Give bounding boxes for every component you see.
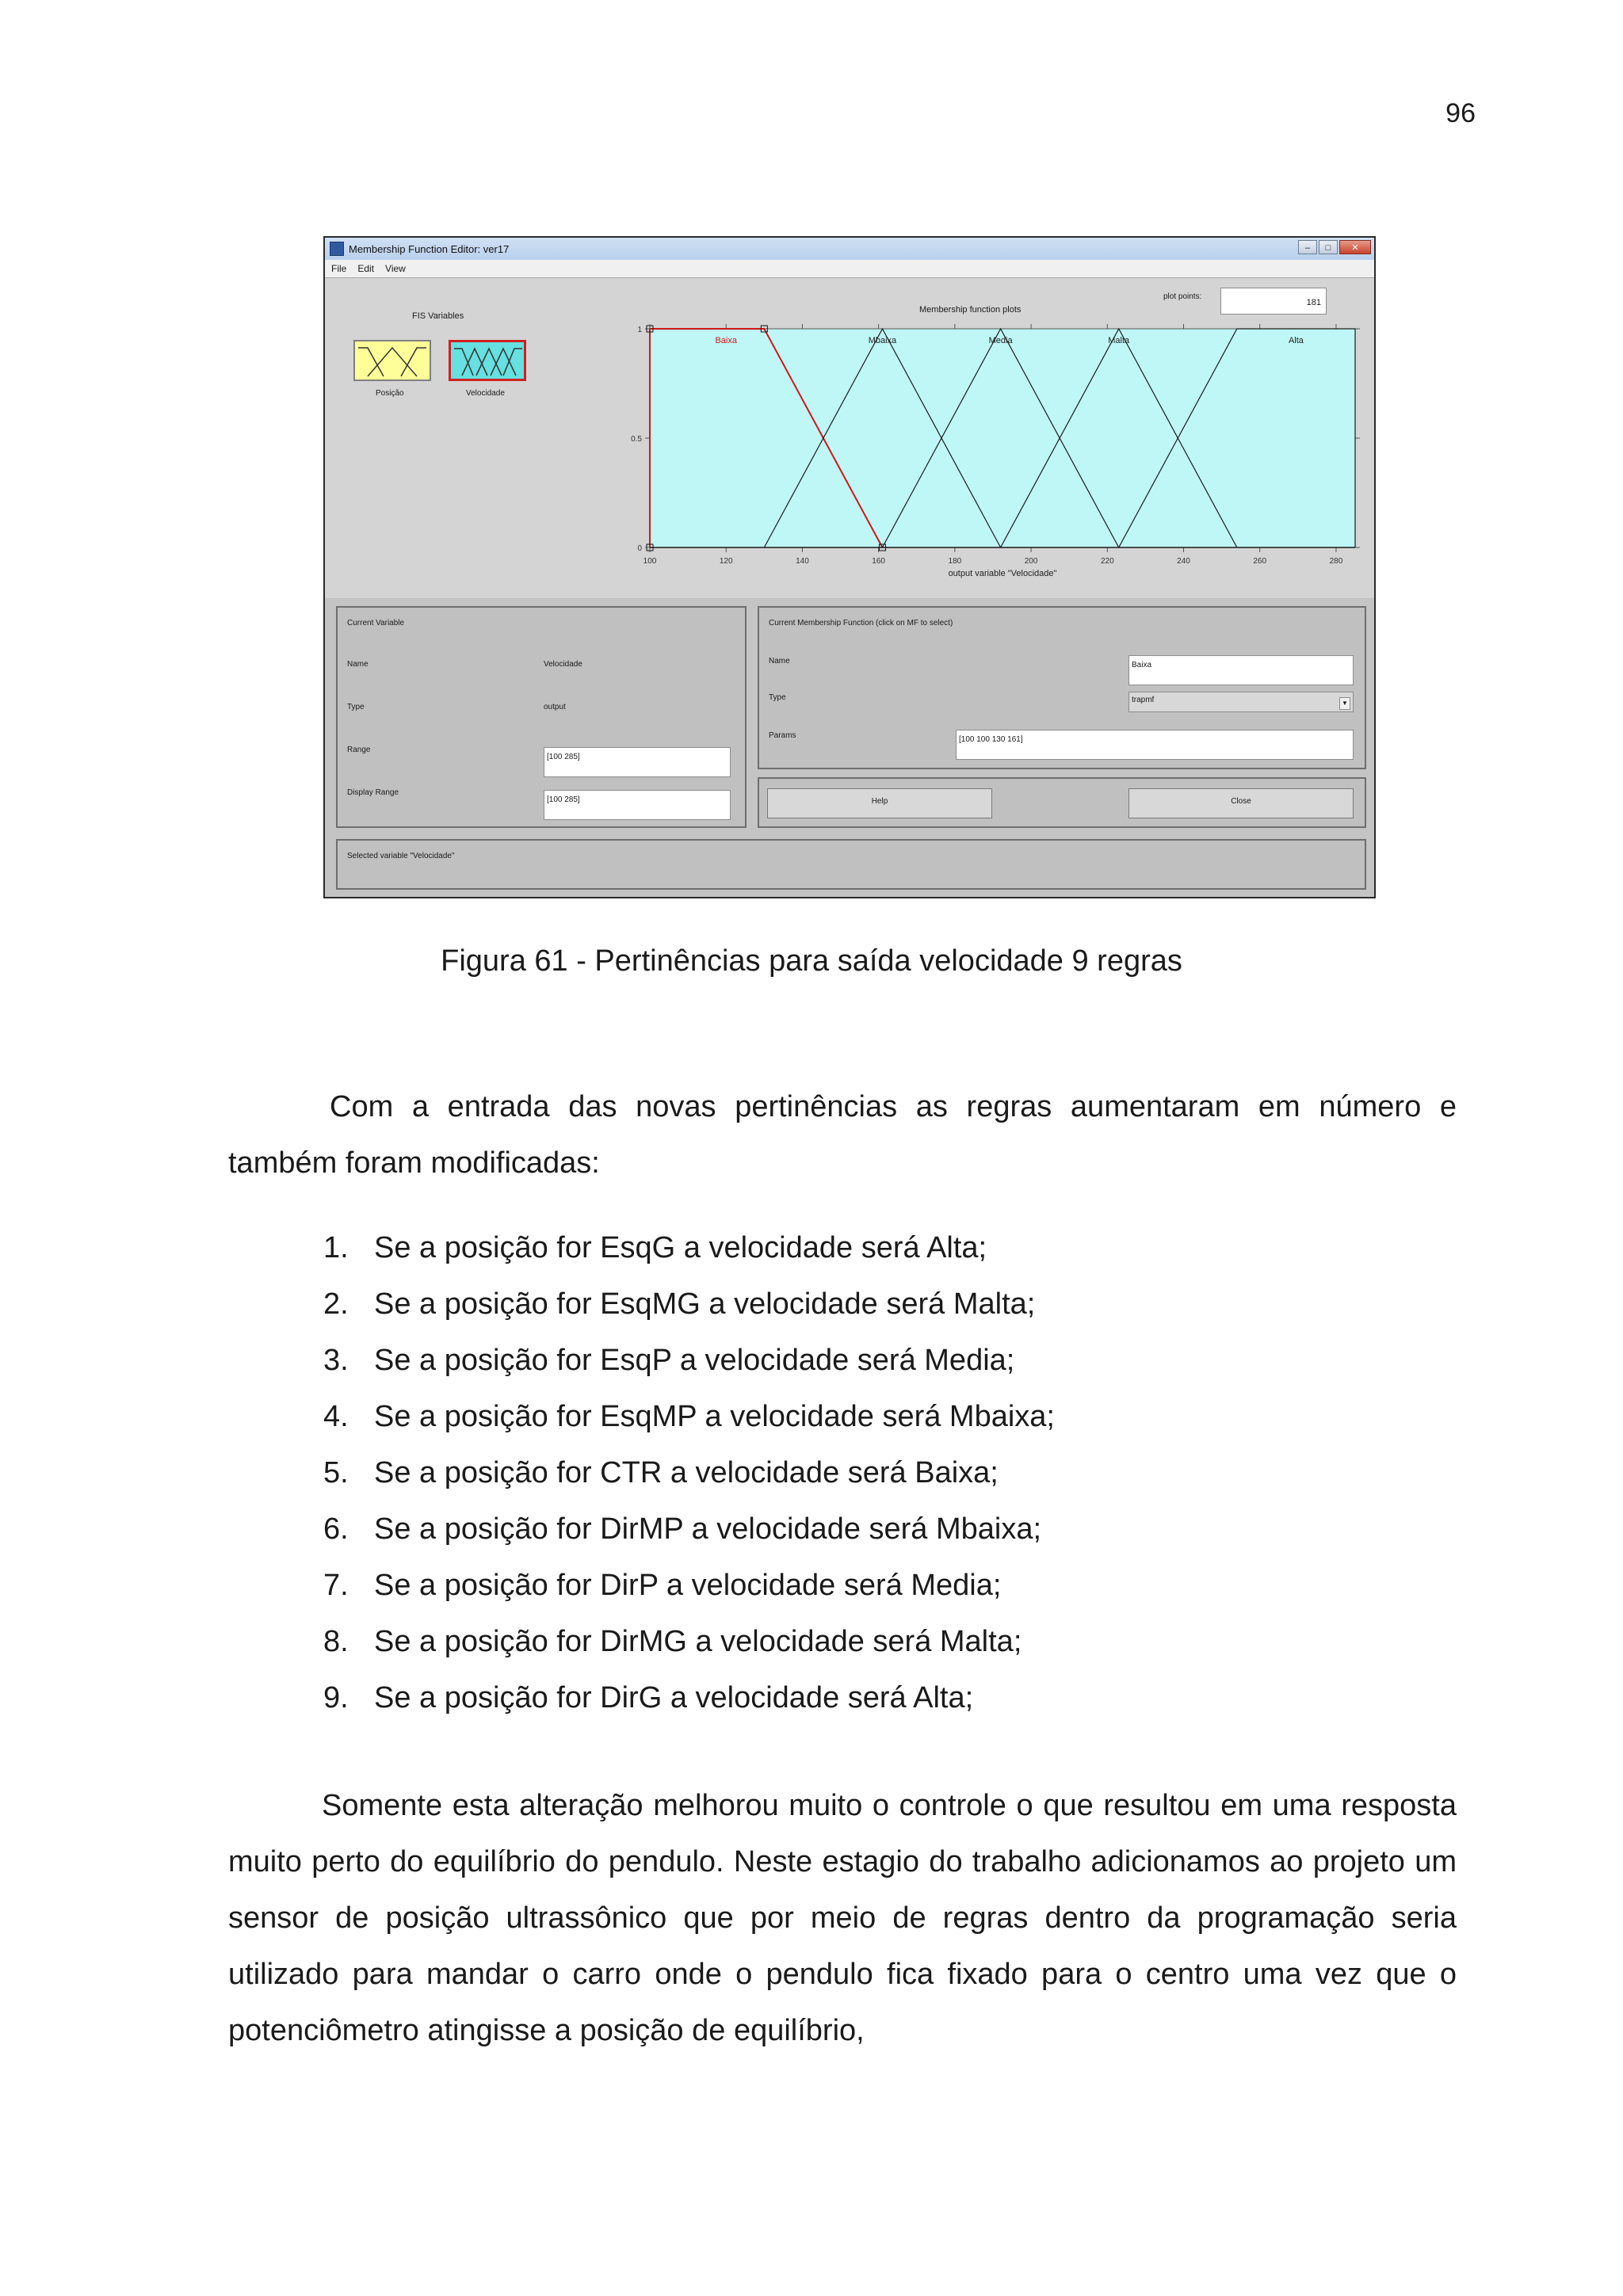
rule-number: 5. — [323, 1456, 349, 1489]
x-tick-label: 160 — [872, 557, 885, 566]
x-tick-label: 200 — [1024, 557, 1038, 566]
rule-number: 7. — [323, 1569, 349, 1602]
input-mf-icon — [355, 341, 430, 379]
rule-number: 3. — [323, 1344, 349, 1377]
close-button[interactable]: Close — [1128, 788, 1354, 818]
current-variable-panel — [336, 606, 747, 828]
rule-item — [323, 1614, 1055, 1670]
x-tick-label: 100 — [643, 557, 657, 566]
plot-points-label: plot points: — [1163, 292, 1202, 301]
rule-text: Se a posição for DirMP a velocidade será Mbaixa; — [374, 1512, 1042, 1546]
x-tick-label: 140 — [796, 557, 809, 566]
plot-points-input[interactable]: 181 — [1220, 288, 1327, 315]
rule-text: Se a posição for CTR a velocidade será Baixa; — [374, 1456, 999, 1489]
rule-text: Se a posição for EsqP a velocidade será Media; — [374, 1344, 1015, 1377]
mf-label: Mbaixa — [868, 336, 897, 345]
maximize-icon[interactable]: □ — [1319, 240, 1338, 254]
variable-type-value: output — [544, 703, 566, 711]
y-tick-label: 0.5 — [631, 435, 642, 444]
status-text: Selected variable "Velocidade" — [347, 852, 455, 860]
x-tick-label: 260 — [1253, 557, 1267, 566]
mf-type-dropdown[interactable] — [1128, 692, 1354, 712]
fis-variables-title: FIS Variables — [412, 311, 464, 321]
rules-list — [323, 1220, 1055, 1726]
current-mf-title: Current Membership Function (click on MF to select) — [769, 619, 953, 627]
mf-type-value: trapmf — [1132, 696, 1155, 704]
range-label: Range — [347, 746, 371, 754]
paragraph-rules-intro — [228, 1079, 1457, 1192]
current-variable-title: Current Variable — [347, 619, 405, 627]
rule-item — [323, 1276, 1055, 1333]
mf-label: Alta — [1288, 336, 1304, 345]
rule-item — [323, 1670, 1055, 1726]
minimize-icon[interactable]: – — [1298, 240, 1317, 254]
params-input[interactable]: [100 100 130 161] — [956, 730, 1354, 760]
membership-function-editor-window — [323, 236, 1376, 898]
rule-item — [323, 1333, 1055, 1389]
close-icon[interactable]: ✕ — [1339, 240, 1371, 254]
rule-item — [323, 1445, 1055, 1501]
variable-name-value: Velocidade — [544, 660, 582, 669]
help-button[interactable]: Help — [767, 788, 992, 818]
status-panel — [336, 839, 1366, 890]
menu-view[interactable]: View — [385, 263, 406, 274]
input-variable-label: Posição — [376, 389, 404, 398]
mf-label: Malta — [1108, 336, 1130, 345]
rule-text: Se a posição for DirG a velocidade será Alta; — [374, 1681, 974, 1714]
mf-label: Baixa — [715, 336, 737, 345]
plot-title: Membership function plots — [919, 305, 1022, 315]
mf-name-input[interactable]: Baixa — [1128, 655, 1354, 685]
output-variable-box[interactable] — [449, 340, 526, 381]
rule-number: 8. — [323, 1625, 349, 1658]
params-label: Params — [769, 731, 796, 740]
plot-area — [650, 329, 1355, 547]
membership-function-plot[interactable] — [610, 321, 1371, 590]
rule-number: 4. — [323, 1400, 349, 1433]
x-tick-label: 120 — [719, 557, 733, 566]
page-number: 96 — [1445, 98, 1476, 128]
output-variable-label: Velocidade — [466, 389, 505, 398]
x-tick-label: 240 — [1177, 557, 1190, 566]
rule-text: Se a posição for DirP a velocidade será Media; — [374, 1569, 1002, 1602]
window-controls — [1298, 240, 1371, 254]
current-mf-panel — [758, 606, 1366, 769]
range-input[interactable]: [100 285] — [544, 747, 731, 777]
rule-text: Se a posição for DirMG a velocidade será Malta; — [374, 1625, 1022, 1658]
mf-label: Media — [988, 336, 1013, 345]
dropdown-arrow-icon[interactable]: ▼ — [1339, 697, 1350, 710]
mf-type-label: Type — [769, 693, 786, 702]
rule-text: Se a posição for EsqMG a velocidade será Malta; — [374, 1287, 1036, 1321]
menu-file[interactable]: File — [331, 263, 347, 274]
output-mf-icon — [451, 342, 524, 379]
input-variable-box[interactable] — [353, 340, 431, 381]
paragraph-rules-intro-text: Com a entrada das novas pertinências as regras aumentaram em número e também foram modificadas: — [228, 1090, 1457, 1180]
upper-area — [325, 278, 1374, 598]
rule-item — [323, 1501, 1055, 1558]
lower-area — [325, 598, 1374, 898]
rule-number: 2. — [323, 1287, 349, 1321]
rule-text: Se a posição for EsqMP a velocidade será Mbaixa; — [374, 1400, 1055, 1433]
figure-caption: Figura 61 - Pertinências para saída velocidade 9 regras — [441, 944, 1182, 978]
paragraph-sensor-text: Somente esta alteração melhorou muito o controle o que resultou em uma resposta muito perto do equilíbrio do pendulo. Neste estagio do trabalho adicionamos ao projeto um sensor de posição ultrassônico que por meio de regras dentro da programação seria utilizado para mandar o carro onde o pendulo fica fixado para o centro uma vez que o potenciômetro atingisse a posição de equilíbrio, — [228, 1789, 1457, 2047]
x-tick-label: 220 — [1100, 557, 1114, 566]
window-title: Membership Function Editor: ver17 — [349, 242, 510, 255]
rule-text: Se a posição for EsqG a velocidade será Alta; — [374, 1231, 987, 1264]
x-axis-label: output variable "Velocidade" — [948, 569, 1057, 578]
window-titlebar[interactable] — [325, 238, 1374, 260]
display-range-input[interactable]: [100 285] — [544, 790, 731, 820]
y-tick-label: 1 — [637, 326, 642, 334]
buttons-panel — [758, 777, 1366, 828]
variable-type-label: Type — [347, 703, 365, 711]
rule-item — [323, 1389, 1055, 1445]
x-tick-label: 180 — [948, 557, 962, 566]
menubar — [325, 260, 1374, 278]
menu-edit[interactable]: Edit — [357, 263, 375, 274]
mf-name-label: Name — [769, 657, 790, 666]
matlab-icon — [330, 242, 344, 256]
x-tick-label: 280 — [1329, 557, 1343, 566]
variable-name-label: Name — [347, 660, 369, 669]
rule-item — [323, 1220, 1055, 1276]
display-range-label: Display Range — [347, 788, 399, 797]
y-tick-label: 0 — [637, 544, 642, 553]
rule-item — [323, 1558, 1055, 1614]
rule-number: 6. — [323, 1512, 349, 1546]
paragraph-sensor — [228, 1778, 1457, 2059]
rule-number: 9. — [323, 1681, 349, 1714]
rule-number: 1. — [323, 1231, 349, 1264]
